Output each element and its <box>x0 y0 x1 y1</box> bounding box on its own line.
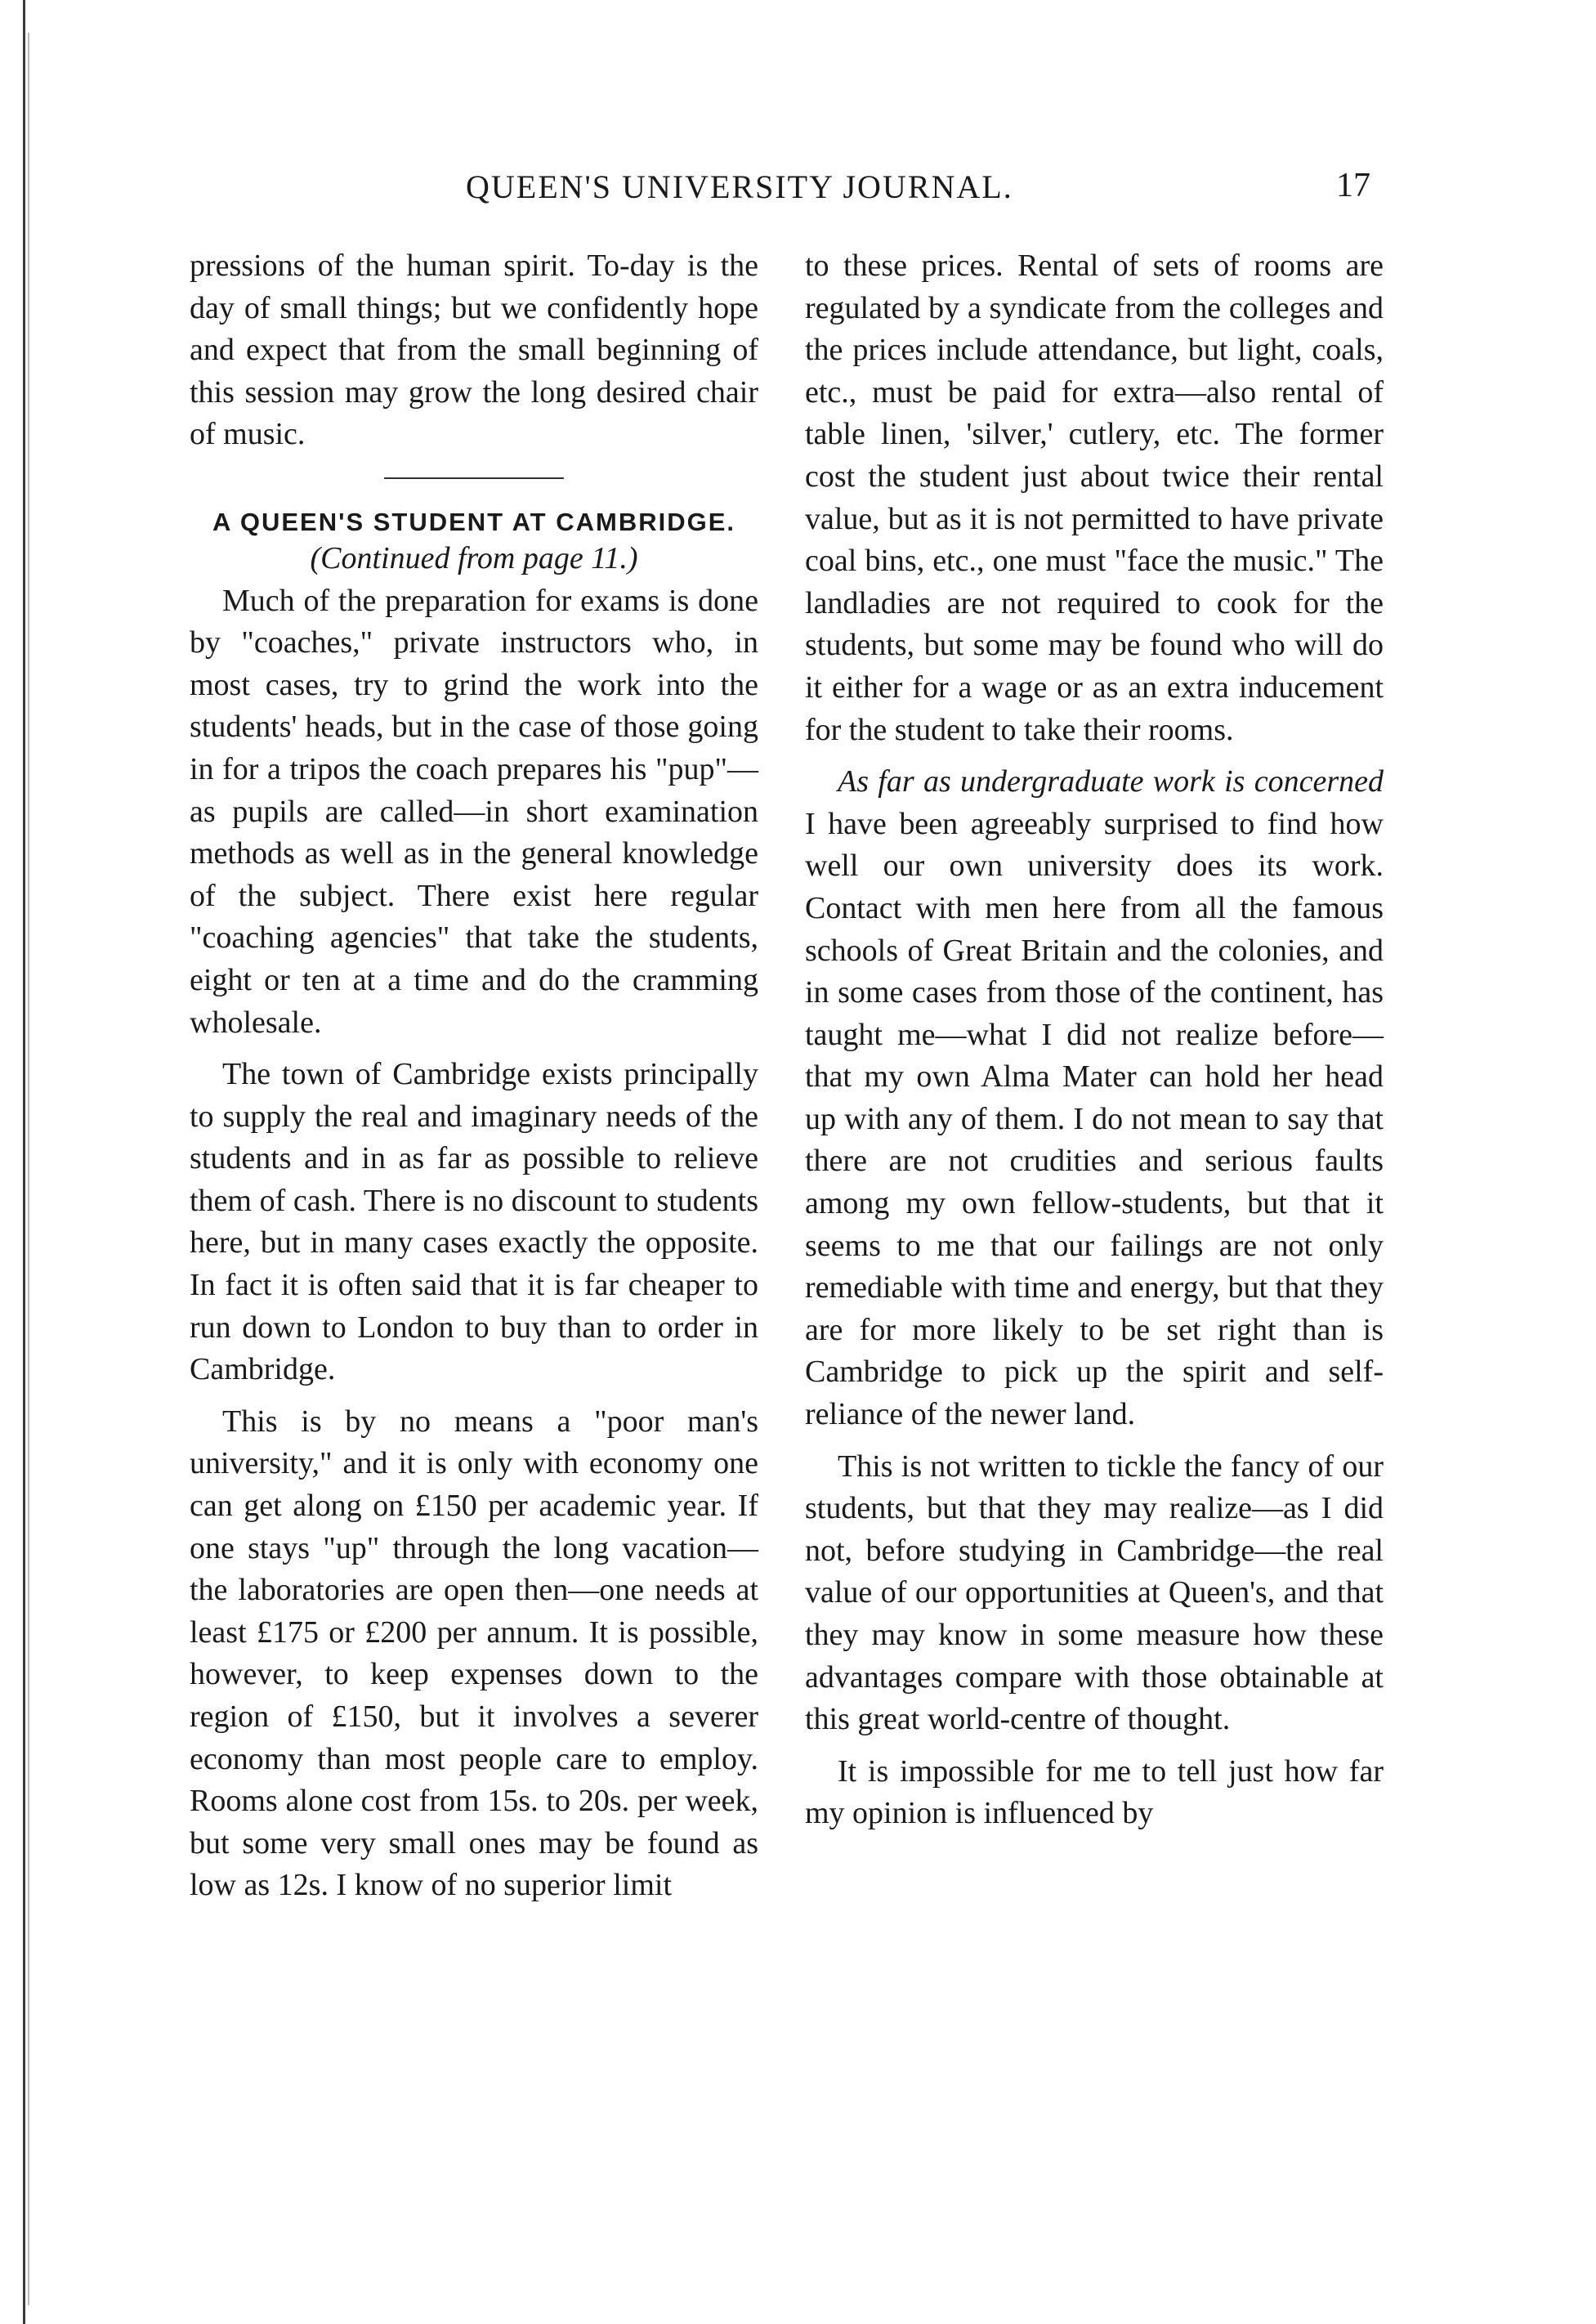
paragraph-impossible-to-tell: It is impossible for me to tell just how far my opinion is influenced by <box>805 1753 1384 1831</box>
continued-note: (Continued from page 11.) <box>310 540 638 575</box>
article-title: A QUEEN'S STUDENT AT CAMBRIDGE. <box>212 507 735 536</box>
paragraph-undergraduate-work <box>805 761 1384 1436</box>
right-column <box>805 245 1384 1835</box>
left-column <box>190 245 758 1907</box>
paragraph-undergraduate-body: I have been agreeably surprised to find how well our own university does its work. Contact with men here from all the famous schools of Great Britain and the colonies, and in some cases from those of the continent, has taught me—what I did not realize before—that my own Alma Mater can hold her head up with any of them. I do not mean to say that there are not crudities and serious faults among my own fellow-students, but that it seems to me that our failings are not only remediable with time and energy, but that they are for more likely to be set right than is Cambridge to pick up the spirit and self-reliance of the newer land. <box>805 806 1384 1432</box>
paragraph-coaches: Much of the preparation for exams is done by "coaches," private instructors who, in most cases, try to grind the work into the students' heads, but in the case of those going in for a tripos the coach prepares his "pup"—as pupils are called—in short examination methods as well as in the general knowledge of the subject. There exist here regular "coaching agencies" that take the students, eight or ten at a time and do the cramming wholesale. <box>190 583 758 1040</box>
page-binding-shadow <box>28 33 29 2305</box>
paragraph-town: The town of Cambridge exists principally to supply the real and imaginary needs of the students and in as far as possible to relieve them of cash. There is no discount to students here, but in many cases exactly the opposite. In fact it is often said that it is far cheaper to run down to London to buy than to order in Cambridge. <box>190 1057 758 1387</box>
page-number: 17 <box>1336 167 1370 204</box>
page-binding-edge <box>23 0 25 2324</box>
section-divider-rule <box>384 477 564 479</box>
opening-paragraph: pressions of the human spirit. To-day is the day of small things; but we confidently hope and expect that from the small beginning of this session may grow the long desired chair of music. <box>190 249 758 452</box>
paragraph-prices-continued: to these prices. Rental of sets of rooms are regulated by a syndicate from the colleges and the prices include attendance, but light, coals, etc., must be paid for extra—also rental of table linen, 'silver,' cutlery, etc. The former cost the student just about twice their rental value, but as it is not permitted to have private coal bins, etc., one must "face the music." The landladies are not required to cook for the students, but some may be found who will do it either for a wage or as an extra inducement for the student to take their rooms. <box>805 249 1384 747</box>
paragraph-costs: This is by no means a "poor man's university," and it is only with economy one can get along on £150 per academic year. If one stays "up" through the long vacation—the laboratories are open then—one needs at least £175 or £200 per annum. It is possible, however, to keep expenses down to the region of £150, but it involves a severer economy than most people care to employ. Rooms alone cost from 15s. to 20s. per week, but some very small ones may be found as low as 12s. I know of no superior limit <box>190 1404 758 1903</box>
running-head-title: QUEEN'S UNIVERSITY JOURNAL. <box>466 168 1013 205</box>
paragraph-not-written-to-tickle: This is not written to tickle the fancy of our students, but that they may realize—as I did not, before studying in Cambridge—the real value of our opportunities at Queen's, and that they may know in some measure how these advantages compare with those obtainable at this great world-centre of thought. <box>805 1449 1384 1737</box>
italic-lead-phrase: As far as undergraduate work is concerned <box>838 764 1384 799</box>
